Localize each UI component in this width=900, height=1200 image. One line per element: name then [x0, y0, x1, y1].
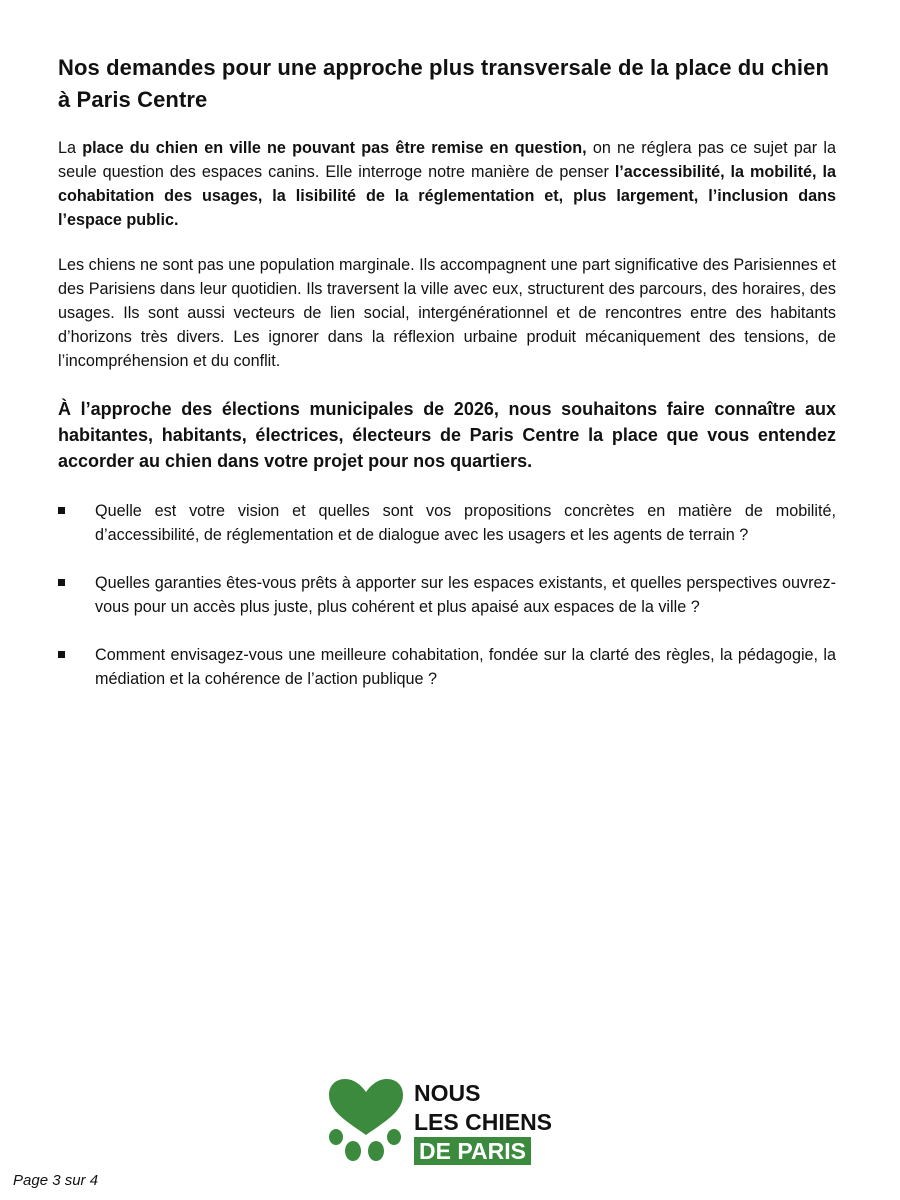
intro-bold-2: l’accessibilité, la mobilité, la cohabitation des usages, la lisibilité de la réglementation et, plus largement, l’inclusion dans l’espace public.	[58, 163, 836, 229]
logo-text	[414, 1079, 552, 1166]
paragraph-elections: À l’approche des élections municipales de 2026, nous souhaitons faire connaître aux habitantes, habitants, électrices, électeurs de Paris Centre la place que vous entendez accorder au chien dans votre projet pour nos quartiers.	[58, 399, 836, 471]
intro-text-1: La	[58, 139, 83, 157]
question-text: Comment envisagez-vous une meilleure cohabitation, fondée sur la clarté des règles, la pédagogie, la médiation et la cohérence de l’action publique ?	[95, 646, 836, 688]
bullet-square-icon	[58, 507, 65, 514]
questions-list	[58, 499, 836, 691]
page-number: Page 3 sur 4	[13, 1172, 99, 1189]
intro-bold-1: place du chien en ville ne pouvant pas être remise en question,	[82, 139, 587, 157]
page-title: Nos demandes pour une approche plus transversale de la place du chien à Paris Centre	[58, 55, 830, 112]
list-item	[58, 571, 836, 619]
bullet-square-icon	[58, 651, 65, 658]
question-text: Quelles garanties êtes-vous prêts à apporter sur les espaces existants, et quelles perspectives ouvrez-vous pour un accès plus juste, plus cohérent et plus apaisé aux espaces de la ville ?	[95, 574, 836, 616]
intro-text-2: on ne réglera pas ce sujet par la seule question des espaces canins. Elle interroge notre manière de penser	[58, 139, 836, 181]
list-item	[58, 499, 836, 547]
logo-line-1: NOUS	[414, 1080, 481, 1106]
paragraph-intro	[58, 136, 836, 232]
document-page	[58, 52, 836, 715]
logo-line-3: DE PARIS	[414, 1137, 531, 1165]
paragraph-dogs: Les chiens ne sont pas une population marginale. Ils accompagnent une part significative des Parisiennes et des Parisiens dans leur quotidien. Ils traversent la ville avec eux, structurent des parcours, des horaires, des usages. Ils sont aussi vecteurs de lien social, intergénérationnel et de rencontres entre des habitants d’horizons très divers. Les ignorer dans la réflexion urbaine produit mécaniquement des tensions, de l’incompréhension et du conflit.	[58, 256, 836, 370]
bullet-square-icon	[58, 579, 65, 586]
heart-paw-icon	[326, 1077, 406, 1167]
question-text: Quelle est votre vision et quelles sont vos propositions concrètes en matière de mobilité, d’accessibilité, de réglementation et de dialogue avec les usagers et les agents de terrain ?	[95, 502, 836, 544]
list-item	[58, 643, 836, 691]
logo-line-2: LES CHIENS	[414, 1109, 553, 1135]
brand-logo	[326, 1077, 586, 1172]
